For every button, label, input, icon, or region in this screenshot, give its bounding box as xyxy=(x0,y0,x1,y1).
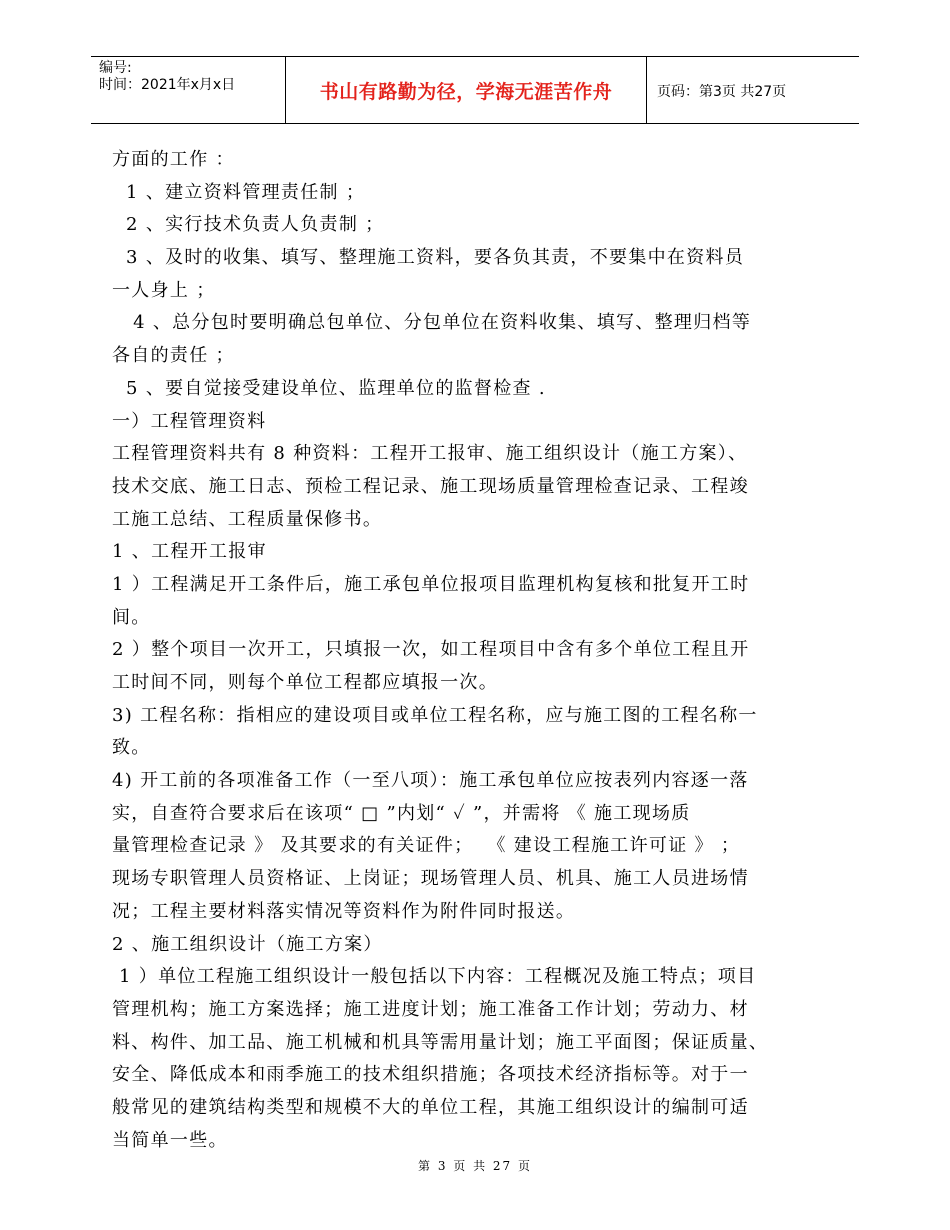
motto-box xyxy=(285,57,647,123)
body-line: 一人身上 ； xyxy=(112,279,216,301)
body-line: 量管理检查记录 》 及其要求的有关证件； 《 建设工程施工许可证 》 ； xyxy=(112,835,741,857)
body-line: 现场专职管理人员资格证、上岗证；现场管理人员、机具、施工人员进场情 xyxy=(112,868,749,890)
document-body xyxy=(112,144,844,1157)
body-line: 4) 开工前的各项准备工作（一至八项）：施工承包单位应按表列内容逐一落 xyxy=(112,770,749,792)
body-line: 3 、及时的收集、填写、整理施工资料，要各负其责，不要集中在资料员 xyxy=(112,247,745,269)
body-line: 方面的工作 ： xyxy=(112,149,235,170)
body-line: 3) 工程名称：指相应的建设项目或单位工程名称，应与施工图的工程名称一 xyxy=(112,704,758,726)
body-line: 2 、施工组织设计（施工方案） xyxy=(112,933,383,955)
body-line: 技术交底、施工日志、预检工程记录、施工现场质量管理检查记录、工程竣 xyxy=(112,475,749,497)
body-line: 1 ）单位工程施工组织设计一般包括以下内容：工程概况及施工特点；项目 xyxy=(112,966,757,988)
body-line: 安全、降低成本和雨季施工的技术组织措施；各项技术经济指标等。对于一 xyxy=(112,1064,749,1086)
body-line: 料、构件、加工品、施工机械和机具等需用量计划；施工平面图；保证质量、 xyxy=(112,1031,769,1053)
body-line: 当简单一些。 xyxy=(112,1129,228,1151)
page-footer: 第 3 页 共 27 页 xyxy=(418,1159,532,1173)
body-line: 工时间不同，则每个单位工程都应填报一次。 xyxy=(112,672,498,693)
body-line: 管理机构；施工方案选择；施工进度计划；施工准备工作计划；劳动力、材 xyxy=(112,998,749,1020)
header-page-info: 页码：第3页 共27页 xyxy=(657,84,787,100)
body-line: 间。 xyxy=(112,606,151,628)
body-line: 况；工程主要材料落实情况等资料作为附件同时报送。 xyxy=(112,900,576,922)
body-line: 1 、工程开工报审 xyxy=(112,541,267,563)
body-line: 工施工总结、工程质量保修书。 xyxy=(112,508,383,530)
body-line: 2 、实行技术负责人负责制 ； xyxy=(112,214,385,236)
page-header xyxy=(91,56,859,124)
document-number-label: 编号: xyxy=(99,60,132,76)
body-line: 4 、总分包时要明确总包单位、分包单位在资料收集、填写、整理归档等 xyxy=(112,312,752,334)
body-line: 各自的责任 ； xyxy=(112,345,235,367)
body-line: 1 、建立资料管理责任制 ； xyxy=(112,181,366,203)
body-line: 5 、要自觉接受建设单位、监理单位的监督检查 . xyxy=(112,377,546,399)
body-line: 实，自查符合要求后在该项“ □ ”内划“ ✓ ”，并需将 《 施工现场质 xyxy=(112,802,691,824)
body-line: 2 ）整个项目一次开工，只填报一次，如工程项目中含有多个单位工程且开 xyxy=(112,639,750,661)
body-line: 一）工程管理资料 xyxy=(112,410,267,432)
body-line: 工程管理资料共有 8 种资料：工程开工报审、施工组织设计（施工方案）、 xyxy=(112,443,748,465)
body-line: 致。 xyxy=(112,737,151,759)
header-motto: 书山有路勤为径，学海无涯苦作舟 xyxy=(319,80,613,103)
header-meta xyxy=(99,60,235,94)
body-line: 般常见的建筑结构类型和规模不大的单位工程，其施工组织设计的编制可适 xyxy=(112,1096,749,1118)
body-line: 1 ）工程满足开工条件后，施工承包单位报项目监理机构复核和批复开工时 xyxy=(112,573,750,595)
document-time-label: 时间：2021年x月x日 xyxy=(99,77,236,93)
